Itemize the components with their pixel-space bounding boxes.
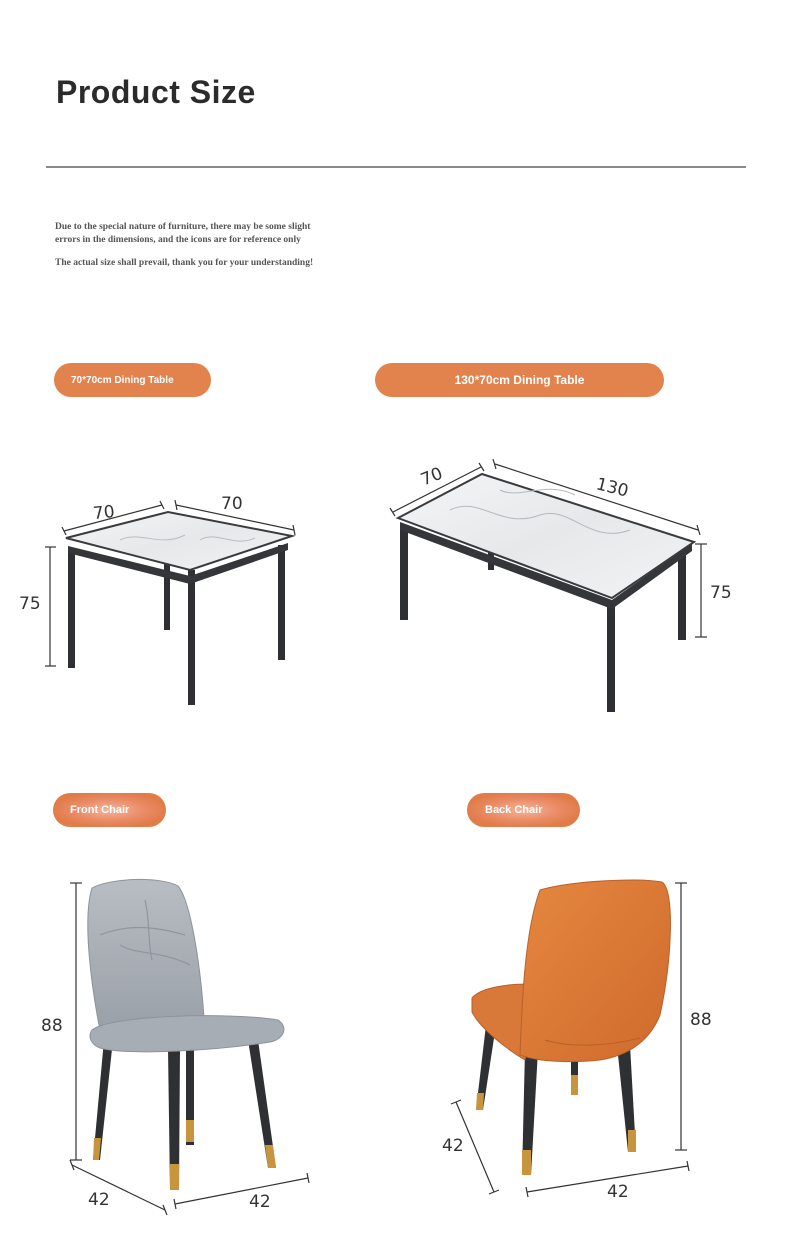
small-table-illustration <box>45 500 295 705</box>
disclaimer-line-3: The actual size shall prevail, thank you for your understanding! <box>55 258 314 268</box>
large-table-depth: 70 <box>418 463 446 491</box>
large-table-width: 130 <box>594 474 631 502</box>
large-table-leg-left <box>400 525 408 620</box>
small-table-leg-front-left <box>68 548 75 668</box>
small-table-depth: 70 <box>92 501 116 525</box>
back-chair-backrest <box>520 880 670 1062</box>
disclaimer-line-2: errors in the dimensions, and the icons are for reference only <box>55 235 301 245</box>
label-large-table-text: 130*70cm Dining Table <box>454 373 585 387</box>
label-back-chair-text: Back Chair <box>485 804 543 816</box>
front-chair-depth: 42 <box>88 1190 110 1210</box>
label-front-chair-text: Front Chair <box>70 804 130 816</box>
front-chair-height: 88 <box>41 1016 63 1036</box>
small-table-height: 75 <box>19 594 41 614</box>
front-chair-width: 42 <box>249 1192 271 1212</box>
back-chair-width: 42 <box>607 1182 629 1202</box>
front-chair-illustration <box>70 879 309 1215</box>
back-chair-illustration <box>451 880 689 1197</box>
label-small-table-text: 70*70cm Dining Table <box>71 374 174 386</box>
small-table-leg-front-right <box>188 570 195 705</box>
large-table-leg-front <box>607 605 615 712</box>
page-title: Product Size <box>56 74 256 110</box>
back-chair-depth: 42 <box>442 1136 464 1156</box>
back-chair-height: 88 <box>690 1010 712 1030</box>
large-table-height: 75 <box>710 583 732 603</box>
large-table-illustration <box>390 459 707 712</box>
small-table-width: 70 <box>221 494 243 514</box>
small-table-leg-back-right <box>278 545 285 660</box>
disclaimer-line-1: Due to the special nature of furniture, there may be some slight <box>55 222 311 232</box>
